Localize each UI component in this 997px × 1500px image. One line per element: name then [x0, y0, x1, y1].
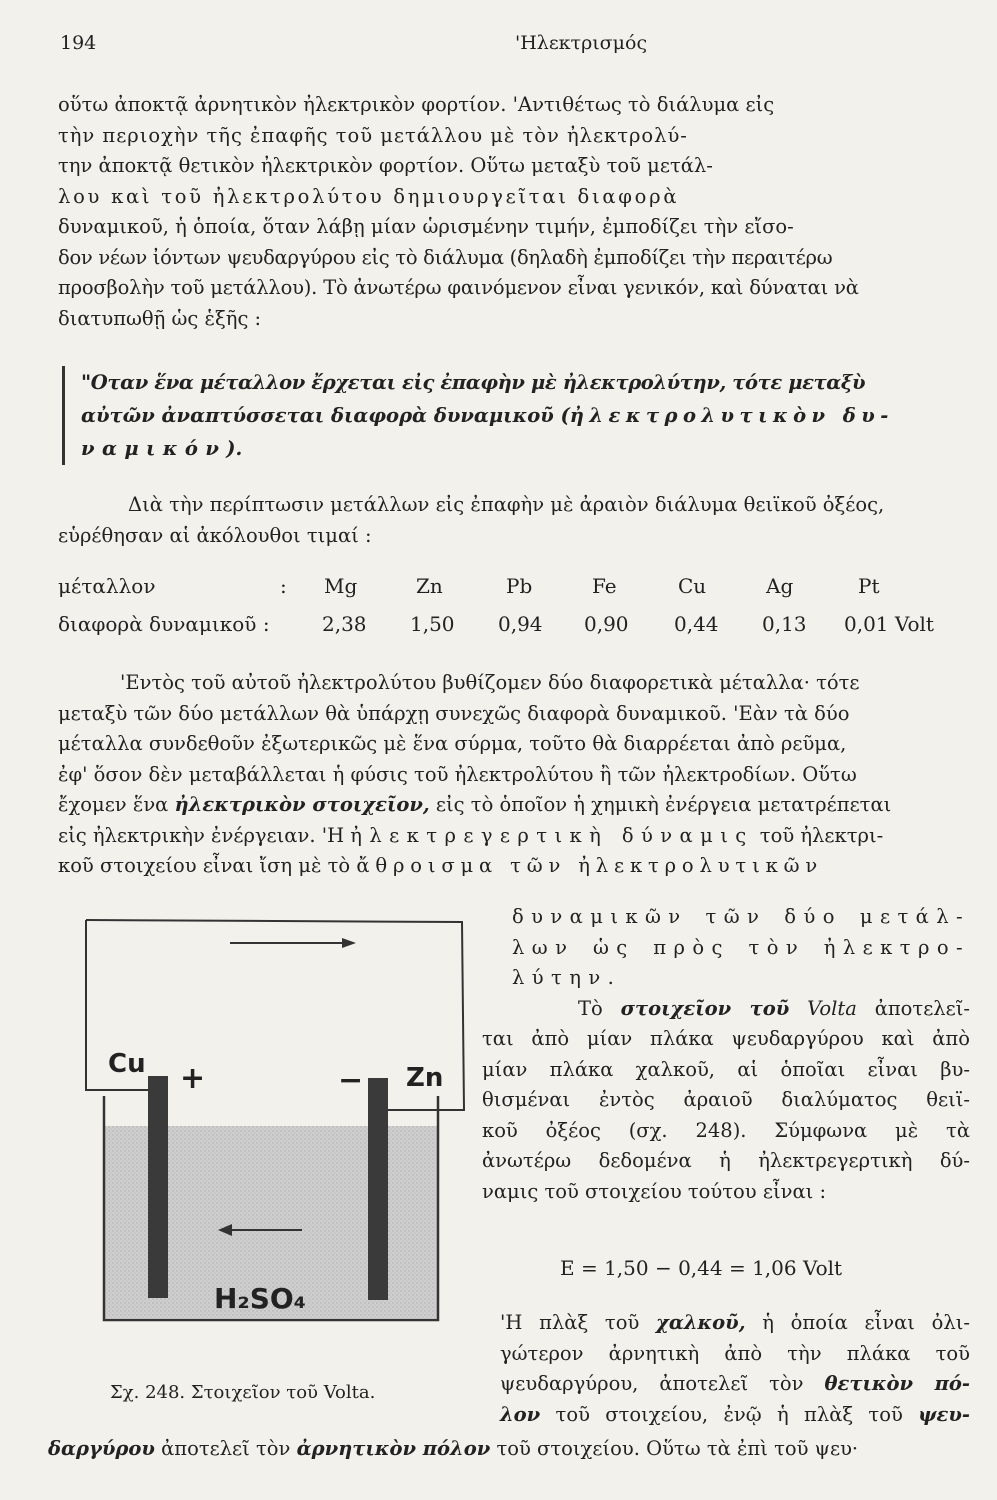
zinc-electrode — [368, 1078, 388, 1300]
text-line: διατυπωθῇ ὡς ἑξῆς : — [58, 306, 262, 330]
law-text: αὐτῶν ἀναπτύσσεται διαφορὰ δυναμικοῦ ( — [81, 404, 570, 427]
term-zinc-end: δαργύρου — [48, 1437, 155, 1460]
text: Τὸ — [578, 996, 621, 1020]
text-line — [482, 1308, 970, 1339]
table-cell: 0,44 — [674, 612, 719, 636]
text-line: Διὰ τὴν περίπτωσιν μετάλλων εἰς ἐπαφὴν μὲ ἀραιὸν διάλυμα θειϊκοῦ ὀξέος, — [128, 493, 885, 516]
external-wire-left — [86, 920, 158, 1136]
text-line — [482, 1400, 970, 1431]
text: ἡ ὁποία εἶναι ὀλι- — [745, 1311, 970, 1334]
table-cell: Pt — [858, 574, 880, 598]
law-text: ). — [226, 437, 243, 460]
text-line: ἐφ' ὅσον δὲν μεταβάλλεται ἡ φύσις τοῦ ἠλεκτρολύτου ἢ τῶν ἠλεκτροδίων. Οὕτω — [58, 762, 857, 786]
text: ἀποτελεῖ- — [856, 996, 971, 1020]
zn-label: Zn — [406, 1063, 444, 1093]
text: τοῦ στοιχείου, ἐνῷ ἡ πλὰξ τοῦ — [540, 1402, 919, 1426]
text: ἔχομεν ἕνα — [58, 793, 175, 816]
minus-sign: − — [338, 1063, 364, 1098]
law-line: "Οταν ἕνα μέταλλον ἔρχεται εἰς ἐπαφὴν μὲ ἠλεκτρολύτην, τότε μεταξὺ — [81, 371, 866, 394]
running-title: 'Ηλεκτρισμός — [515, 32, 648, 54]
text-line: λου καὶ τοῦ ἠλεκτρολύτου δημιουργεῖται διαφορὰ — [58, 184, 680, 208]
term-emf: ἠλεκτρεγερτικὴ δύναμις — [350, 823, 754, 847]
table-cell: 0,90 — [584, 612, 629, 636]
term-volta-cell: στοιχεῖον τοῦ — [620, 996, 790, 1020]
external-wire — [86, 920, 464, 1136]
copper-electrode — [148, 1076, 168, 1298]
term-sum: ἄθροισμα τῶν ἠλεκτρολυτικῶν — [356, 854, 824, 877]
text: ψευδαργύρου, ἀποτελεῖ τὸν — [500, 1372, 825, 1395]
table-row-values — [58, 612, 970, 650]
text-line: την ἀποκτᾷ θετικὸν ἠλεκτρικὸν φορτίον. Οὕτω μεταξὺ τοῦ μετάλ- — [58, 154, 713, 177]
table-cell: Mg — [324, 574, 358, 598]
law-line — [81, 399, 987, 432]
text-line: ται ἀπὸ μίαν πλάκα ψευδαργύρου καὶ ἀπὸ — [482, 1027, 970, 1050]
text-line: οὕτω ἀποκτᾷ ἀρνητικὸν ἠλεκτρικὸν φορτίον. 'Αντιθέτως τὸ διάλυμα εἰς — [58, 93, 775, 116]
text-line: 'Εντὸς τοῦ αὐτοῦ ἠλεκτρολύτου βυθίζομεν δύο διαφορετικὰ μέταλλα· τότε — [120, 671, 860, 694]
page-header — [60, 32, 960, 62]
table-cell: Pb — [506, 574, 533, 598]
table-cell: 0,01 Volt — [844, 612, 934, 636]
text: ἀποτελεῖ τὸν — [154, 1437, 297, 1460]
text-line: γώτερον ἀρνητικὴ ἀπὸ τὴν πλάκα τοῦ — [500, 1341, 970, 1365]
cu-label: Cu — [108, 1049, 146, 1079]
text-line: δυναμικοῦ, ἡ ὁποία, ὅταν λάβῃ μίαν ὡρισμένην τιμήν, ἐμποδίζει τὴν εἴσο- — [58, 215, 794, 238]
table-cell: 2,38 — [322, 612, 367, 636]
term-electric-cell: ἠλεκτρικὸν στοιχεῖον, — [174, 793, 430, 816]
table-colon: : — [280, 574, 287, 598]
text-line: προσβολὴν τοῦ μετάλλου). Τὸ ἀνωτέρω φαινόμενον εἶναι γενικόν, καὶ δύναται νὰ — [58, 276, 859, 299]
text-line: εὑρέθησαν αἱ ἀκόλουθοι τιμαί : — [58, 523, 372, 547]
text-line — [58, 790, 970, 821]
emf-formula: E = 1,50 − 0,44 = 1,06 Volt — [560, 1256, 843, 1280]
text-line: θισμέναι ἐντὸς ἀραιοῦ διαλύματος θειϊ- — [482, 1088, 970, 1111]
page-number: 194 — [60, 32, 97, 54]
table-row-label: μέταλλον — [58, 574, 156, 598]
text-line: μέταλλα συνδεθοῦν ἐξωτερικῶς μὲ ἕνα σύρμα, τοῦτο θὰ διαρρέεται ἀπὸ ρεῦμα, — [58, 732, 847, 755]
volta-cell-figure — [80, 910, 500, 1340]
table-row-label: διαφορὰ δυναμικοῦ : — [58, 612, 270, 636]
current-arrow-head — [342, 938, 356, 948]
text-line — [58, 851, 970, 882]
text-line: μίαν πλάκα χαλκοῦ, αἱ ὁποῖαι εἶναι βυ- — [482, 1057, 970, 1081]
table-row-metals — [58, 574, 970, 612]
text-line: λων ὡς πρὸς τὸν ἠλεκτρο- — [512, 935, 970, 959]
table-cell: 1,50 — [410, 612, 455, 636]
table-cell: 0,94 — [498, 612, 543, 636]
text-line: ναμις τοῦ στοιχείου τούτου εἶναι : — [482, 1179, 827, 1203]
potential-table — [58, 574, 970, 650]
term-zinc-start: ψευ- — [918, 1402, 970, 1426]
electrolyte-label: H₂SO₄ — [214, 1282, 306, 1315]
table-cell: Fe — [592, 574, 617, 598]
table-cell: Zn — [416, 574, 443, 598]
law-term: ἠλεκτρολυτικὸν δυ- — [569, 404, 894, 427]
highlighted-law — [62, 366, 987, 465]
paragraph-2 — [58, 490, 970, 551]
term-copper: χαλκοῦ, — [656, 1311, 746, 1334]
text-line: κοῦ ὀξέος (σχ. 248). Σύμφωνα μὲ τὰ — [482, 1118, 970, 1142]
text-line: μεταξὺ τῶν δύο μετάλλων θὰ ὑπάρχῃ συνεχῶς διαφορὰ δυναμικοῦ. 'Εὰν τὰ δύο — [58, 701, 850, 725]
text: κοῦ στοιχείου εἶναι ἴση μὲ τὸ — [58, 854, 357, 877]
term-positive-pole: θετικὸν πό- — [824, 1372, 970, 1395]
paragraph-1 — [58, 90, 970, 334]
right-column-text — [482, 902, 970, 1207]
law-term: ναμικόν — [81, 437, 227, 460]
term-volta-name: Volta — [807, 996, 857, 1020]
text: εἰς ἠλεκτρικὴν ἐνέργειαν. 'Η — [58, 823, 351, 847]
table-cell: Cu — [678, 574, 707, 598]
term-positive-pole-end: λον — [500, 1402, 541, 1426]
text: τοῦ ἠλεκτρι- — [753, 823, 884, 847]
text-line: ἀνωτέρω δεδομένα ἡ ἠλεκτρεγερτικὴ δύ- — [482, 1149, 970, 1172]
text: εἰς τὸ ὁποῖον ἡ χημικὴ ἐνέργεια μετατρέπεται — [429, 793, 892, 816]
text-line: δον νέων ἰόντων ψευδαργύρου εἰς τὸ διάλυμα (δηλαδὴ ἐμποδίζει τὴν περαιτέρω — [58, 245, 833, 269]
text-line — [482, 994, 970, 1025]
paragraph-3 — [58, 668, 970, 882]
text-line: δυναμικῶν τῶν δύο μετάλ- — [512, 905, 970, 928]
term-negative-pole: ἀρνητικὸν πόλον — [296, 1437, 491, 1460]
right-column-text-2 — [482, 1308, 970, 1430]
plus-sign: + — [180, 1061, 206, 1096]
law-line — [81, 432, 987, 465]
bottom-line — [48, 1434, 970, 1465]
text-line: λύτην. — [512, 966, 622, 989]
text-line — [58, 821, 970, 852]
volta-cell-diagram — [80, 910, 500, 1340]
text-line: τὴν περιοχὴν τῆς ἐπαφῆς τοῦ μετάλλου μὲ τὸν ἠλεκτρολύ- — [58, 123, 688, 147]
figure-caption: Σχ. 248. Στοιχεῖον τοῦ Volta. — [110, 1382, 376, 1403]
text: 'Η πλὰξ τοῦ — [500, 1311, 657, 1334]
text-line — [482, 1369, 970, 1400]
table-cell: 0,13 — [762, 612, 807, 636]
table-cell: Ag — [766, 574, 794, 598]
text: τοῦ στοιχείου. Οὕτω τὰ ἐπὶ τοῦ ψευ· — [490, 1437, 859, 1460]
